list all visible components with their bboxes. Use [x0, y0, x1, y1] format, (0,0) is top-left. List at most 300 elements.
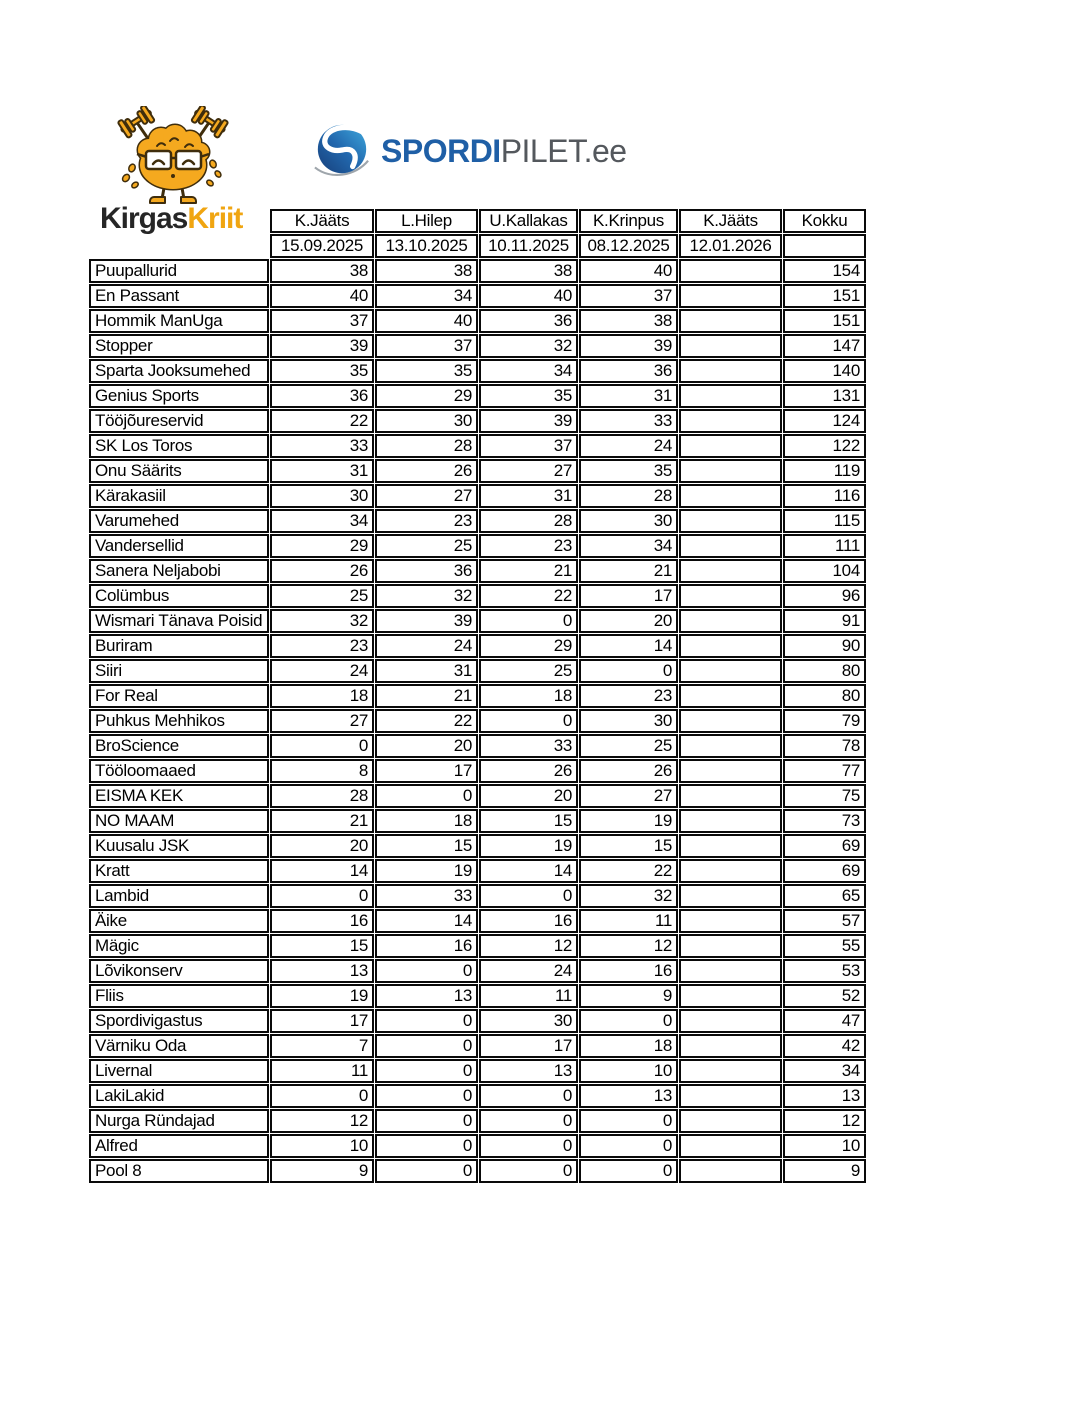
score-cell: 26	[375, 459, 478, 483]
total-cell: 119	[783, 459, 866, 483]
score-cell: 19	[270, 984, 374, 1008]
score-cell: 38	[375, 259, 478, 283]
team-name-cell: Wismari Tänava Poisid	[89, 609, 269, 633]
score-cell: 39	[579, 334, 678, 358]
score-cell: 36	[579, 359, 678, 383]
team-name-cell: Sparta Jooksumehed	[89, 359, 269, 383]
judge-header-row	[89, 209, 866, 233]
score-cell	[679, 334, 782, 358]
judge-header: L.Hilep	[375, 209, 478, 233]
score-cell: 40	[270, 284, 374, 308]
score-cell: 7	[270, 1034, 374, 1058]
score-cell: 35	[375, 359, 478, 383]
team-name-cell: Lambid	[89, 884, 269, 908]
score-cell: 25	[579, 734, 678, 758]
score-cell: 0	[579, 1134, 678, 1158]
score-cell: 9	[579, 984, 678, 1008]
score-cell: 11	[270, 1059, 374, 1083]
score-cell: 34	[579, 534, 678, 558]
table-row	[89, 459, 866, 483]
corner-spacer	[89, 234, 269, 258]
total-cell: 77	[783, 759, 866, 783]
score-cell: 0	[375, 784, 478, 808]
score-cell: 18	[375, 809, 478, 833]
score-cell: 0	[579, 1109, 678, 1133]
score-cell: 0	[375, 1059, 478, 1083]
score-cell: 13	[270, 959, 374, 983]
total-cell: 115	[783, 509, 866, 533]
score-cell: 27	[579, 784, 678, 808]
total-cell: 90	[783, 634, 866, 658]
total-cell: 69	[783, 859, 866, 883]
score-cell: 26	[479, 759, 578, 783]
table-row	[89, 584, 866, 608]
team-name-cell: Livernal	[89, 1059, 269, 1083]
score-cell: 0	[270, 884, 374, 908]
table-row	[89, 309, 866, 333]
total-cell: 151	[783, 309, 866, 333]
score-cell: 16	[375, 934, 478, 958]
score-cell: 18	[579, 1034, 678, 1058]
total-cell: 34	[783, 1059, 866, 1083]
team-name-cell: Värniku Oda	[89, 1034, 269, 1058]
total-cell: 75	[783, 784, 866, 808]
score-cell: 40	[375, 309, 478, 333]
score-cell: 12	[579, 934, 678, 958]
table-row	[89, 834, 866, 858]
total-cell: 79	[783, 709, 866, 733]
score-cell: 25	[375, 534, 478, 558]
score-cell: 34	[375, 284, 478, 308]
total-cell: 12	[783, 1109, 866, 1133]
total-cell: 116	[783, 484, 866, 508]
score-cell: 22	[270, 409, 374, 433]
score-cell: 36	[270, 384, 374, 408]
team-name-cell: SK Los Toros	[89, 434, 269, 458]
total-cell: 154	[783, 259, 866, 283]
score-cell: 28	[270, 784, 374, 808]
score-cell: 14	[479, 859, 578, 883]
team-name-cell: Kuusalu JSK	[89, 834, 269, 858]
team-name-cell: Siiri	[89, 659, 269, 683]
date-header: 10.11.2025	[479, 234, 578, 258]
team-name-cell: Mägic	[89, 934, 269, 958]
team-name-cell: Vandersellid	[89, 534, 269, 558]
total-cell: 91	[783, 609, 866, 633]
brand-wordmark-accent: Kriit	[187, 202, 243, 235]
score-cell: 12	[479, 934, 578, 958]
score-cell: 31	[579, 384, 678, 408]
score-cell: 11	[579, 909, 678, 933]
score-cell: 0	[270, 734, 374, 758]
team-name-cell: Kratt	[89, 859, 269, 883]
team-name-cell: Genius Sports	[89, 384, 269, 408]
score-cell: 33	[479, 734, 578, 758]
score-cell: 15	[375, 834, 478, 858]
total-cell: 57	[783, 909, 866, 933]
score-cell: 16	[270, 909, 374, 933]
score-cell: 38	[479, 259, 578, 283]
table-row	[89, 384, 866, 408]
table-row	[89, 709, 866, 733]
team-name-cell: Tööloomaaed	[89, 759, 269, 783]
score-cell	[679, 434, 782, 458]
total-cell: 96	[783, 584, 866, 608]
table-row	[89, 859, 866, 883]
score-cell: 40	[579, 259, 678, 283]
corner-spacer	[89, 209, 269, 233]
score-cell: 36	[375, 559, 478, 583]
table-row	[89, 284, 866, 308]
table-row	[89, 1059, 866, 1083]
score-cell: 13	[375, 984, 478, 1008]
score-cell: 17	[579, 584, 678, 608]
score-cell: 24	[579, 434, 678, 458]
score-cell	[679, 784, 782, 808]
score-cell: 27	[479, 459, 578, 483]
team-name-cell: Puupallurid	[89, 259, 269, 283]
table-row	[89, 1009, 866, 1033]
score-cell: 31	[479, 484, 578, 508]
score-cell: 23	[270, 634, 374, 658]
score-cell: 30	[479, 1009, 578, 1033]
table-row	[89, 1034, 866, 1058]
score-cell: 30	[375, 409, 478, 433]
partner-wordmark-light: PILET.ee	[500, 132, 627, 169]
score-cell	[679, 309, 782, 333]
score-cell	[679, 984, 782, 1008]
score-cell: 18	[479, 684, 578, 708]
score-cell: 17	[479, 1034, 578, 1058]
score-cell: 0	[579, 1009, 678, 1033]
team-name-cell: En Passant	[89, 284, 269, 308]
score-cell: 21	[579, 559, 678, 583]
table-row	[89, 759, 866, 783]
score-cell	[679, 1034, 782, 1058]
total-cell: 131	[783, 384, 866, 408]
score-cell: 21	[375, 684, 478, 708]
table-row	[89, 609, 866, 633]
table-row	[89, 809, 866, 833]
score-cell: 14	[270, 859, 374, 883]
score-cell: 21	[270, 809, 374, 833]
score-cell: 35	[579, 459, 678, 483]
score-cell	[679, 884, 782, 908]
score-cell: 14	[375, 909, 478, 933]
score-cell: 39	[270, 334, 374, 358]
score-cell: 33	[579, 409, 678, 433]
score-cell	[679, 609, 782, 633]
score-cell: 30	[270, 484, 374, 508]
score-cell	[679, 734, 782, 758]
score-cell: 11	[479, 984, 578, 1008]
score-cell: 13	[479, 1059, 578, 1083]
score-cell: 38	[270, 259, 374, 283]
team-name-cell: Spordivigastus	[89, 1009, 269, 1033]
score-cell: 31	[270, 459, 374, 483]
score-cell: 35	[270, 359, 374, 383]
judge-header: K.Jääts	[679, 209, 782, 233]
team-name-cell: Nurga Ründajad	[89, 1109, 269, 1133]
score-cell: 0	[479, 1109, 578, 1133]
score-cell: 30	[579, 709, 678, 733]
score-cell: 22	[579, 859, 678, 883]
partner-wordmark-bold: SPORDI	[381, 132, 501, 169]
score-cell: 34	[270, 509, 374, 533]
table-row	[89, 1159, 866, 1183]
total-cell: 10	[783, 1134, 866, 1158]
score-cell: 10	[579, 1059, 678, 1083]
team-name-cell: Pool 8	[89, 1159, 269, 1183]
score-cell: 35	[479, 384, 578, 408]
total-cell: 124	[783, 409, 866, 433]
mascot-brain-icon	[104, 106, 242, 208]
team-name-cell: Kärakasiil	[89, 484, 269, 508]
score-cell: 33	[375, 884, 478, 908]
score-cell: 24	[479, 959, 578, 983]
score-cell	[679, 859, 782, 883]
score-cell: 32	[375, 584, 478, 608]
score-cell: 37	[375, 334, 478, 358]
score-cell: 16	[579, 959, 678, 983]
score-cell	[679, 559, 782, 583]
score-table	[88, 208, 867, 1184]
score-cell: 27	[270, 709, 374, 733]
score-cell: 0	[579, 1159, 678, 1183]
score-cell: 0	[479, 884, 578, 908]
table-row	[89, 884, 866, 908]
table-row	[89, 259, 866, 283]
team-name-cell: Äike	[89, 909, 269, 933]
score-cell: 0	[479, 1159, 578, 1183]
score-cell: 19	[479, 834, 578, 858]
score-cell: 0	[579, 659, 678, 683]
score-cell: 29	[270, 534, 374, 558]
score-table-body	[89, 259, 866, 1183]
score-cell: 0	[375, 1034, 478, 1058]
partner-logo	[313, 121, 627, 181]
table-row	[89, 1134, 866, 1158]
date-header-row	[89, 234, 866, 258]
table-row	[89, 1109, 866, 1133]
score-cell: 36	[479, 309, 578, 333]
date-header: 13.10.2025	[375, 234, 478, 258]
total-cell: 55	[783, 934, 866, 958]
score-cell: 39	[479, 409, 578, 433]
score-cell: 15	[270, 934, 374, 958]
score-cell: 8	[270, 759, 374, 783]
total-cell: 80	[783, 684, 866, 708]
score-cell	[679, 934, 782, 958]
score-cell	[679, 584, 782, 608]
total-cell: 52	[783, 984, 866, 1008]
score-cell	[679, 909, 782, 933]
score-cell	[679, 809, 782, 833]
score-cell: 25	[479, 659, 578, 683]
team-name-cell: Colümbus	[89, 584, 269, 608]
score-cell: 17	[375, 759, 478, 783]
score-cell: 24	[375, 634, 478, 658]
table-row	[89, 659, 866, 683]
score-cell	[679, 1059, 782, 1083]
score-cell: 23	[375, 509, 478, 533]
team-name-cell: Stopper	[89, 334, 269, 358]
score-cell: 12	[270, 1109, 374, 1133]
score-cell	[679, 684, 782, 708]
score-cell	[679, 959, 782, 983]
date-header: 12.01.2026	[679, 234, 782, 258]
date-header: 15.09.2025	[270, 234, 374, 258]
table-row	[89, 784, 866, 808]
table-row	[89, 634, 866, 658]
score-cell: 32	[479, 334, 578, 358]
team-name-cell: Sanera Neljabobi	[89, 559, 269, 583]
judge-header: U.Kallakas	[479, 209, 578, 233]
score-cell: 32	[270, 609, 374, 633]
total-cell: 80	[783, 659, 866, 683]
score-cell	[679, 384, 782, 408]
team-name-cell: LakiLakid	[89, 1084, 269, 1108]
total-cell: 69	[783, 834, 866, 858]
score-cell	[679, 1159, 782, 1183]
score-cell: 20	[579, 609, 678, 633]
team-name-cell: Puhkus Mehhikos	[89, 709, 269, 733]
score-cell: 0	[375, 1084, 478, 1108]
score-cell	[679, 1009, 782, 1033]
total-cell: 13	[783, 1084, 866, 1108]
score-cell: 20	[479, 784, 578, 808]
score-cell: 34	[479, 359, 578, 383]
total-cell: 47	[783, 1009, 866, 1033]
score-cell: 0	[479, 1134, 578, 1158]
table-row	[89, 409, 866, 433]
score-cell: 28	[579, 484, 678, 508]
table-row	[89, 534, 866, 558]
team-name-cell: Lõvikonserv	[89, 959, 269, 983]
score-cell	[679, 759, 782, 783]
score-cell: 13	[579, 1084, 678, 1108]
score-cell: 10	[270, 1134, 374, 1158]
score-cell: 0	[375, 1134, 478, 1158]
score-cell: 17	[270, 1009, 374, 1033]
score-cell: 33	[270, 434, 374, 458]
score-cell	[679, 1084, 782, 1108]
table-row	[89, 734, 866, 758]
team-name-cell: NO MAAM	[89, 809, 269, 833]
table-row	[89, 684, 866, 708]
score-cell: 14	[579, 634, 678, 658]
score-cell	[679, 259, 782, 283]
score-cell: 16	[479, 909, 578, 933]
score-cell: 0	[479, 709, 578, 733]
score-cell: 0	[479, 1084, 578, 1108]
total-cell: 140	[783, 359, 866, 383]
total-cell: 65	[783, 884, 866, 908]
score-cell	[679, 659, 782, 683]
score-cell: 9	[270, 1159, 374, 1183]
team-name-cell: Buriram	[89, 634, 269, 658]
table-row	[89, 359, 866, 383]
total-cell: 151	[783, 284, 866, 308]
score-cell: 37	[270, 309, 374, 333]
score-cell: 23	[579, 684, 678, 708]
score-cell	[679, 284, 782, 308]
score-cell: 37	[479, 434, 578, 458]
table-row	[89, 909, 866, 933]
partner-wordmark	[381, 133, 627, 170]
team-name-cell: Hommik ManUga	[89, 309, 269, 333]
total-cell: 78	[783, 734, 866, 758]
table-row	[89, 484, 866, 508]
score-cell: 38	[579, 309, 678, 333]
score-cell	[679, 834, 782, 858]
score-cell	[679, 459, 782, 483]
team-name-cell: Fliis	[89, 984, 269, 1008]
brand-wordmark-dark: Kirgas	[100, 202, 188, 235]
score-cell: 20	[270, 834, 374, 858]
judge-header: Kokku	[783, 209, 866, 233]
score-cell: 0	[375, 1109, 478, 1133]
score-cell: 20	[375, 734, 478, 758]
score-cell: 19	[375, 859, 478, 883]
table-row	[89, 984, 866, 1008]
score-cell: 21	[479, 559, 578, 583]
date-header	[783, 234, 866, 258]
team-name-cell: Tööjõureservid	[89, 409, 269, 433]
score-cell: 31	[375, 659, 478, 683]
team-name-cell: Alfred	[89, 1134, 269, 1158]
score-cell: 25	[270, 584, 374, 608]
total-cell: 53	[783, 959, 866, 983]
total-cell: 111	[783, 534, 866, 558]
team-name-cell: Onu Säärits	[89, 459, 269, 483]
score-cell: 22	[479, 584, 578, 608]
score-cell: 32	[579, 884, 678, 908]
table-row	[89, 1084, 866, 1108]
score-cell: 26	[579, 759, 678, 783]
score-cell	[679, 1134, 782, 1158]
team-name-cell: For Real	[89, 684, 269, 708]
team-name-cell: Varumehed	[89, 509, 269, 533]
score-cell: 0	[479, 609, 578, 633]
score-cell: 22	[375, 709, 478, 733]
team-name-cell: EISMA KEK	[89, 784, 269, 808]
table-row	[89, 559, 866, 583]
score-cell: 29	[479, 634, 578, 658]
score-cell: 19	[579, 809, 678, 833]
score-cell	[679, 709, 782, 733]
table-row	[89, 434, 866, 458]
score-cell: 30	[579, 509, 678, 533]
score-cell: 15	[479, 809, 578, 833]
score-cell	[679, 1109, 782, 1133]
total-cell: 104	[783, 559, 866, 583]
score-cell: 0	[375, 1009, 478, 1033]
total-cell: 42	[783, 1034, 866, 1058]
date-header: 08.12.2025	[579, 234, 678, 258]
score-cell: 26	[270, 559, 374, 583]
judge-header: K.Krinpus	[579, 209, 678, 233]
score-cell: 37	[579, 284, 678, 308]
table-row	[89, 334, 866, 358]
score-cell: 23	[479, 534, 578, 558]
score-cell: 0	[375, 959, 478, 983]
total-cell: 122	[783, 434, 866, 458]
total-cell: 9	[783, 1159, 866, 1183]
score-cell	[679, 484, 782, 508]
score-cell	[679, 359, 782, 383]
table-row	[89, 934, 866, 958]
